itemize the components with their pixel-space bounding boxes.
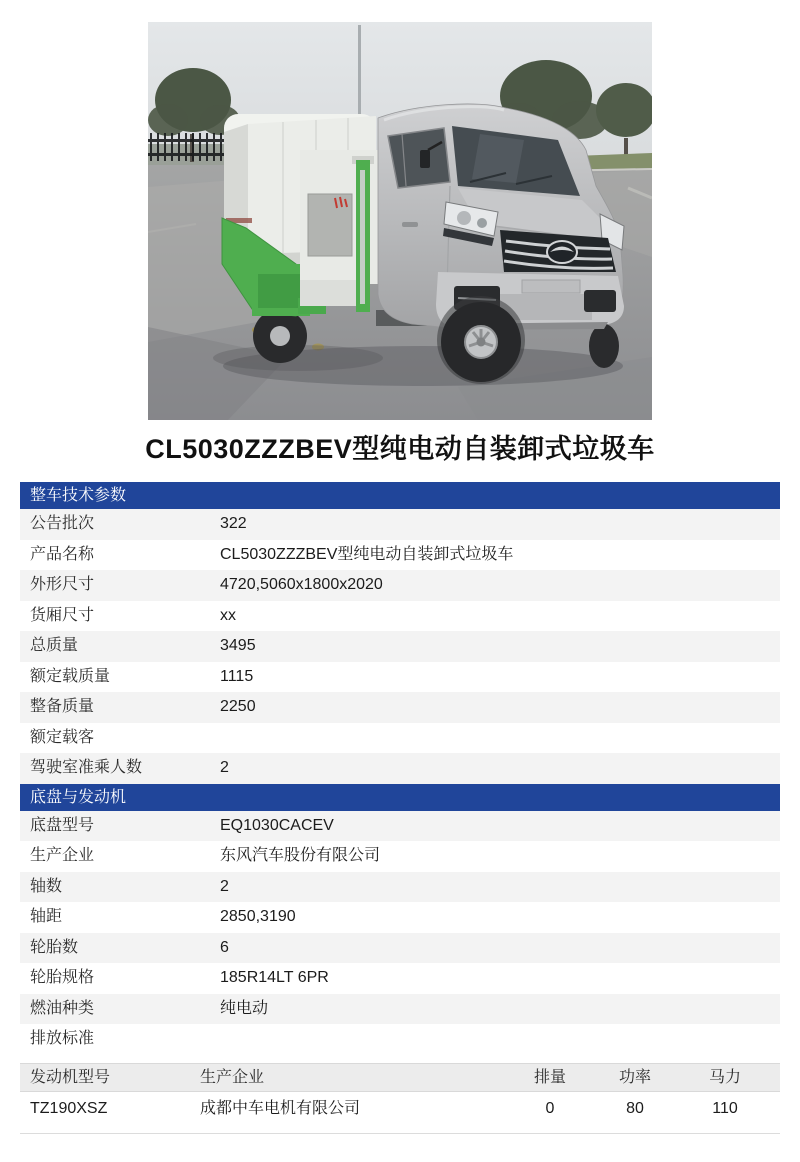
spec-value: EQ1030CACEV: [220, 816, 334, 834]
fog-lamp-far: [584, 290, 616, 312]
spec-value: xx: [220, 606, 236, 624]
engine-cell: 110: [712, 1099, 738, 1117]
spec-value: [220, 723, 780, 754]
spec-label: 轮胎数: [30, 938, 79, 956]
page-title: CL5030ZZZBEV型纯电动自装卸式垃圾车: [145, 434, 655, 464]
table-row: [20, 509, 780, 540]
spec-value: 185R14LT 6PR: [220, 969, 329, 986]
spec-label: 额定载客: [30, 728, 95, 746]
vehicle-photo: [148, 22, 652, 420]
rear-wheel: [253, 309, 307, 363]
table-row: [20, 631, 780, 662]
engine-table-row: [20, 1092, 780, 1125]
divider: [20, 1133, 780, 1134]
table-row: [20, 994, 780, 1025]
spec-label: 整备质量: [30, 698, 95, 715]
spec-value: 322: [220, 515, 247, 532]
spec-table: [20, 482, 780, 1134]
spec-value: CL5030ZZZBEV型纯电动自装卸式垃圾车: [220, 545, 514, 563]
table-row: [20, 662, 780, 693]
spec-value: 1115: [220, 667, 254, 685]
section-header-vehicle-params: 整车技术参数: [20, 482, 780, 509]
table-row: [20, 692, 780, 723]
side-window: [388, 128, 450, 188]
engine-col-header: 功率: [618, 1068, 651, 1086]
spec-label: 底盘型号: [30, 816, 95, 834]
spec-label: 货厢尺寸: [30, 606, 95, 624]
vehicle-params-rows: [20, 509, 780, 784]
table-row: [20, 540, 780, 571]
table-row: [20, 723, 780, 754]
spec-label: 轴数: [30, 877, 63, 895]
spec-value: 3495: [220, 637, 256, 654]
door-handle: [402, 222, 418, 227]
spec-label: 轴距: [30, 908, 63, 925]
spec-label: 排放标准: [30, 1030, 95, 1047]
spec-label: 公告批次: [30, 515, 95, 532]
engine-col-header: 排量: [533, 1068, 566, 1086]
engine-cell: TZ190XSZ: [30, 1099, 108, 1117]
engine-cell: 成都中车电机有限公司: [200, 1099, 361, 1117]
spec-value: 2: [220, 759, 229, 776]
table-row: [20, 933, 780, 964]
table-row: [20, 753, 780, 784]
dongfeng-logo: [547, 241, 577, 263]
equipment-cabinet: [300, 150, 378, 312]
vehicle-photo-illustration: [148, 22, 652, 420]
table-row: [20, 841, 780, 872]
spec-value: 2850,3190: [220, 908, 296, 925]
table-row: [20, 902, 780, 933]
table-row: [20, 872, 780, 903]
light-pole: [358, 25, 361, 117]
chassis-engine-rows: [20, 811, 780, 1055]
table-row: [20, 811, 780, 842]
table-row: [20, 601, 780, 632]
engine-table-header: [20, 1063, 780, 1092]
spec-label: 总质量: [30, 637, 79, 654]
spec-label: 轮胎规格: [30, 969, 95, 986]
spec-value: 纯电动: [220, 999, 269, 1017]
engine-cell: 80: [626, 1099, 644, 1117]
front-wheel: [437, 296, 525, 384]
engine-col-header: 生产企业: [200, 1068, 265, 1086]
spec-label: 驾驶室准乘人数: [30, 759, 143, 776]
far-front-wheel: [589, 324, 619, 368]
spec-label: 产品名称: [30, 545, 95, 563]
spec-value: 6: [220, 938, 229, 956]
spec-value: 东风汽车股份有限公司: [220, 847, 381, 864]
section-header-chassis-engine: 底盘与发动机: [20, 784, 780, 811]
spec-value: 2: [220, 877, 229, 895]
side-mirror: [420, 150, 430, 168]
engine-col-header: 发动机型号: [30, 1068, 111, 1086]
spec-label: 生产企业: [30, 847, 95, 864]
spec-label: 外形尺寸: [30, 576, 95, 593]
table-gap: [20, 1055, 780, 1063]
spec-value: 4720,5060x1800x2020: [220, 576, 383, 593]
spec-value: 2250: [220, 698, 256, 715]
table-row: [20, 1024, 780, 1055]
spec-value: [220, 1024, 780, 1055]
table-row: [20, 963, 780, 994]
spec-label: 燃油种类: [30, 999, 95, 1017]
engine-cell: 0: [545, 1099, 555, 1117]
engine-col-header: 马力: [708, 1068, 741, 1086]
spec-label: 额定载质量: [30, 667, 111, 685]
table-row: [20, 570, 780, 601]
